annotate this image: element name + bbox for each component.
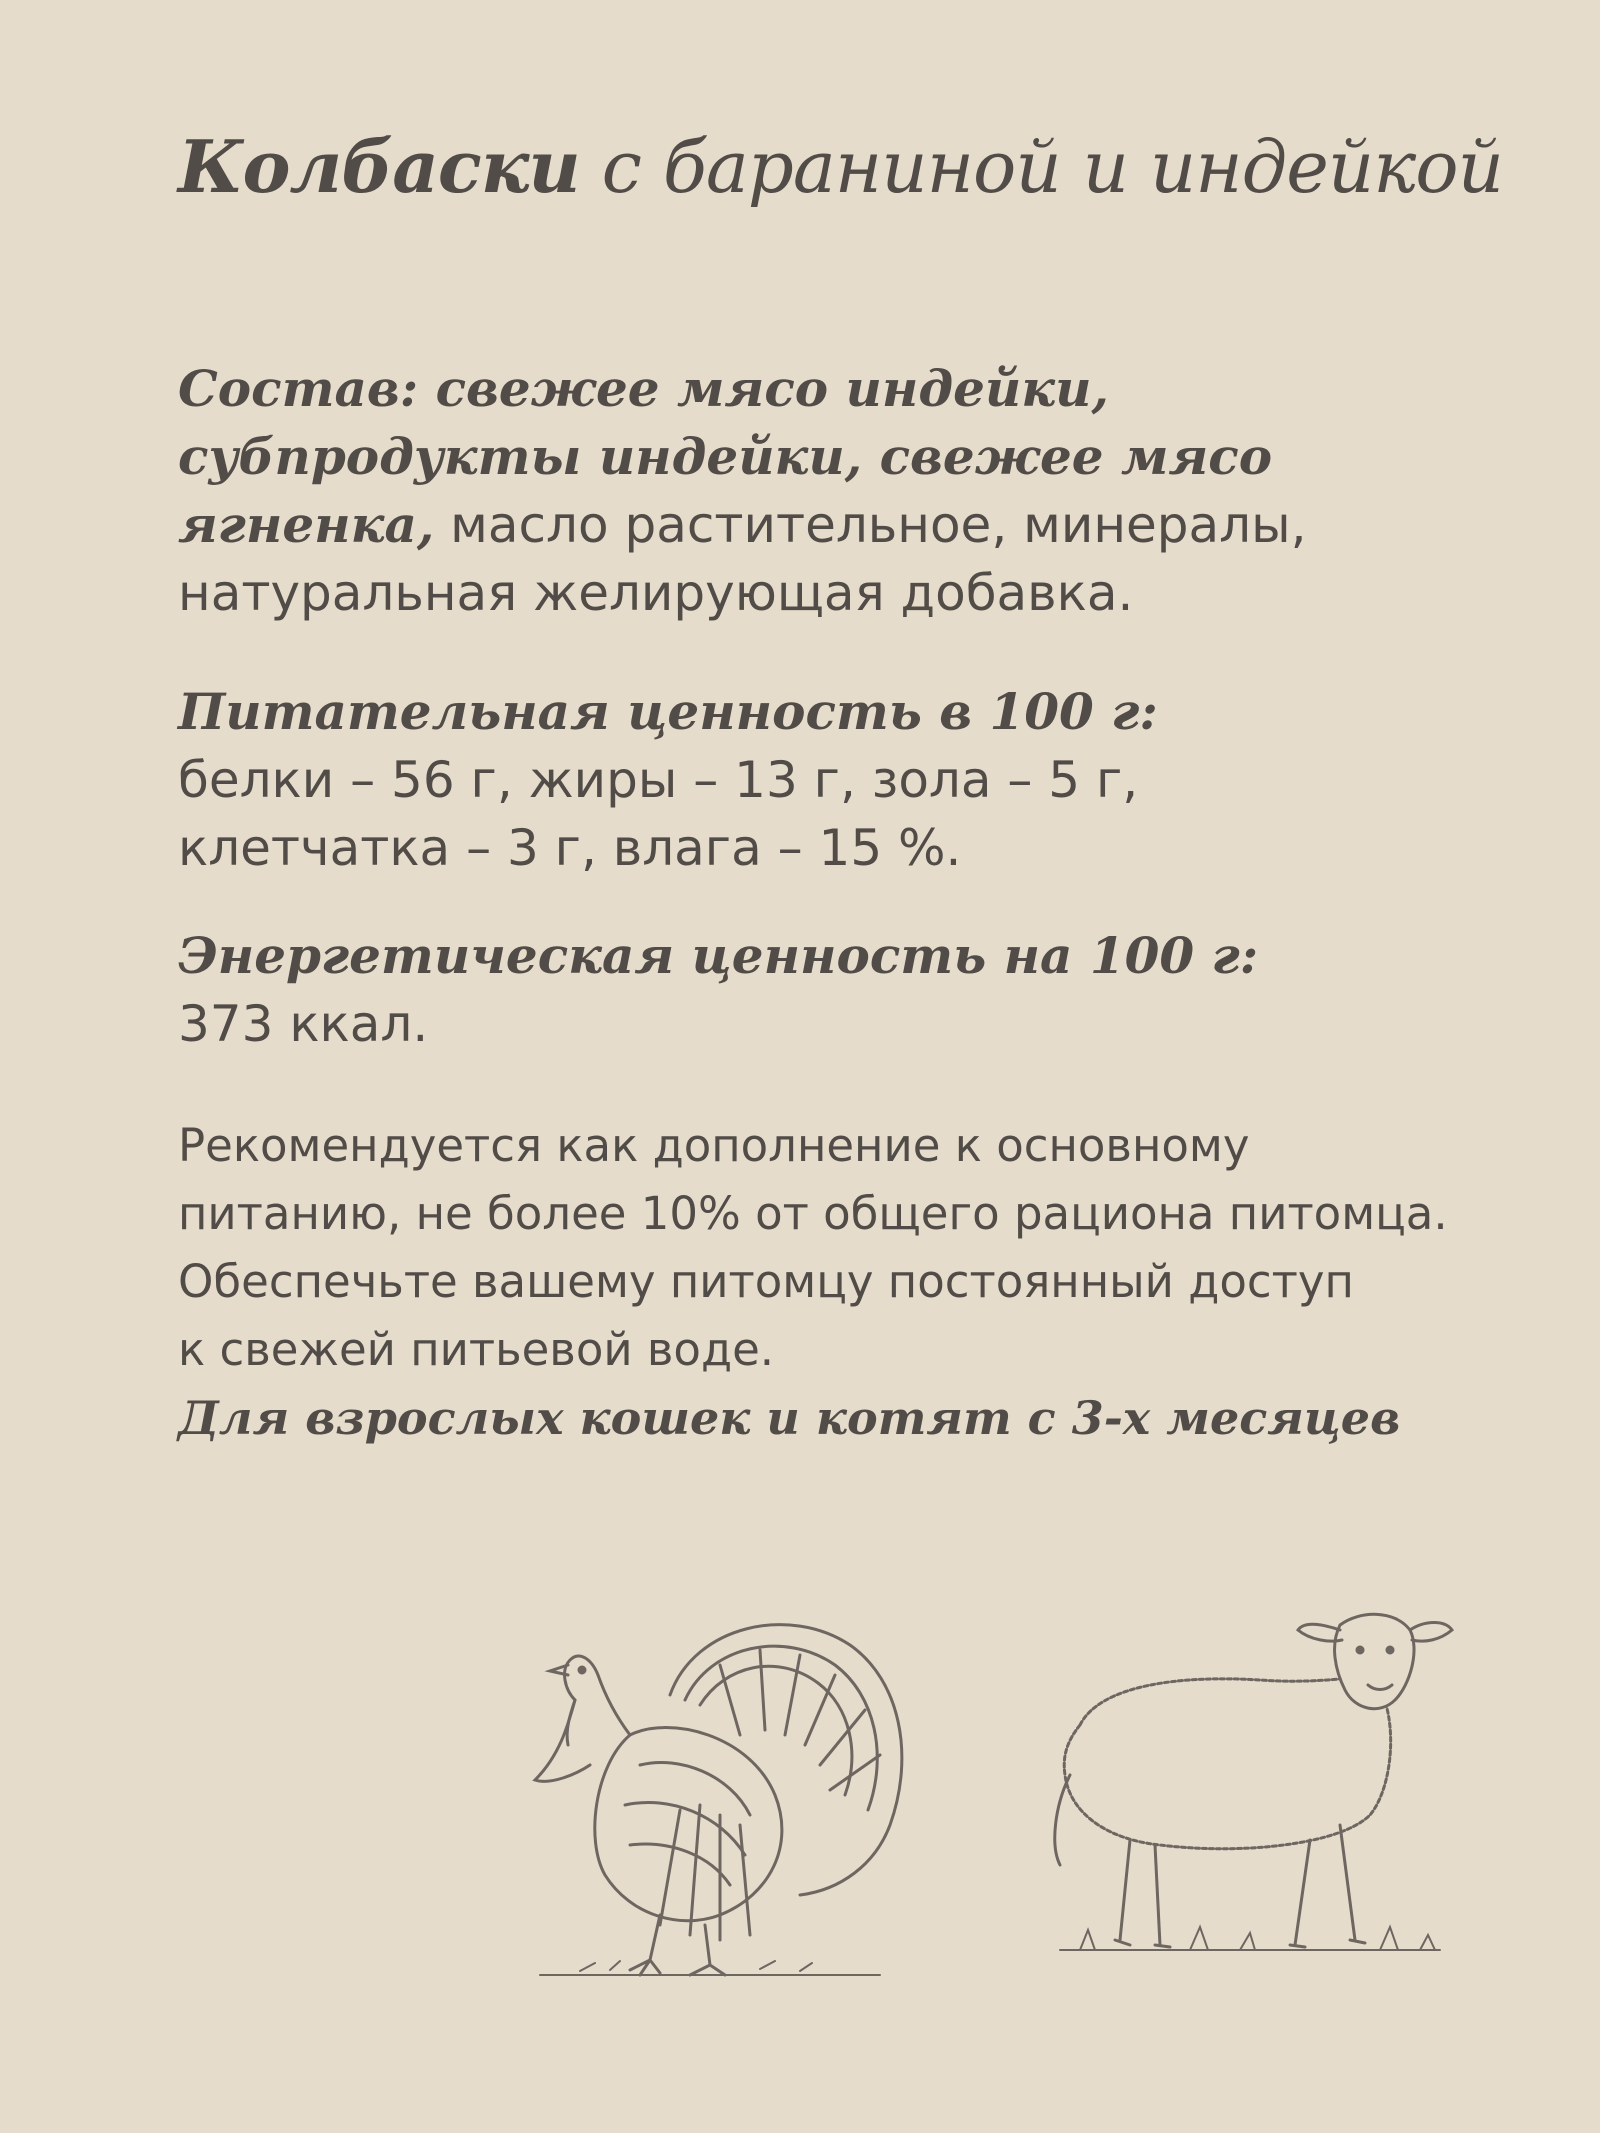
turkey-icon	[520, 1605, 920, 1985]
energy-section	[178, 922, 1478, 1058]
recommendation-line-2: питанию, не более 10% от общего рациона питомца.	[178, 1187, 1448, 1240]
recommendation-section	[178, 1112, 1478, 1452]
nutrition-line-1: белки – 56 г, жиры – 13 г, зола – 5 г,	[178, 751, 1139, 809]
recommendation-line-4: к свежей питьевой воде.	[178, 1323, 775, 1376]
composition-line-1: Состав: свежее мясо индейки,	[178, 359, 1109, 418]
nutrition-section	[178, 678, 1478, 882]
lamb-icon	[1040, 1605, 1460, 1985]
nutrition-heading: Питательная ценность в 100 г:	[178, 682, 1158, 741]
product-title-bold: Колбаски	[178, 124, 580, 209]
energy-value: 373 ккал.	[178, 995, 429, 1053]
composition-line-3-bold: ягненка,	[178, 495, 435, 554]
energy-heading: Энергетическая ценность на 100 г:	[178, 926, 1259, 985]
recommendation-line-1: Рекомендуется как дополнение к основному	[178, 1119, 1250, 1172]
product-title-rest: с бараниной и индейкой	[579, 125, 1503, 209]
composition-line-2: субпродукты индейки, свежее мясо	[178, 427, 1273, 486]
audience-note: Для взрослых кошек и котят с 3-х месяцев	[178, 1391, 1401, 1445]
product-title	[178, 122, 1503, 212]
composition-line-3	[178, 491, 1478, 559]
nutrition-line-2: клетчатка – 3 г, влага – 15 %.	[178, 819, 962, 877]
composition-line-4: натуральная желирующая добавка.	[178, 564, 1134, 622]
animal-illustrations	[520, 1605, 1460, 1985]
recommendation-line-3: Обеспечьте вашему питомцу постоянный доступ	[178, 1255, 1354, 1308]
composition-section	[178, 355, 1478, 627]
composition-line-3-rest: масло растительное, минералы,	[434, 496, 1307, 554]
